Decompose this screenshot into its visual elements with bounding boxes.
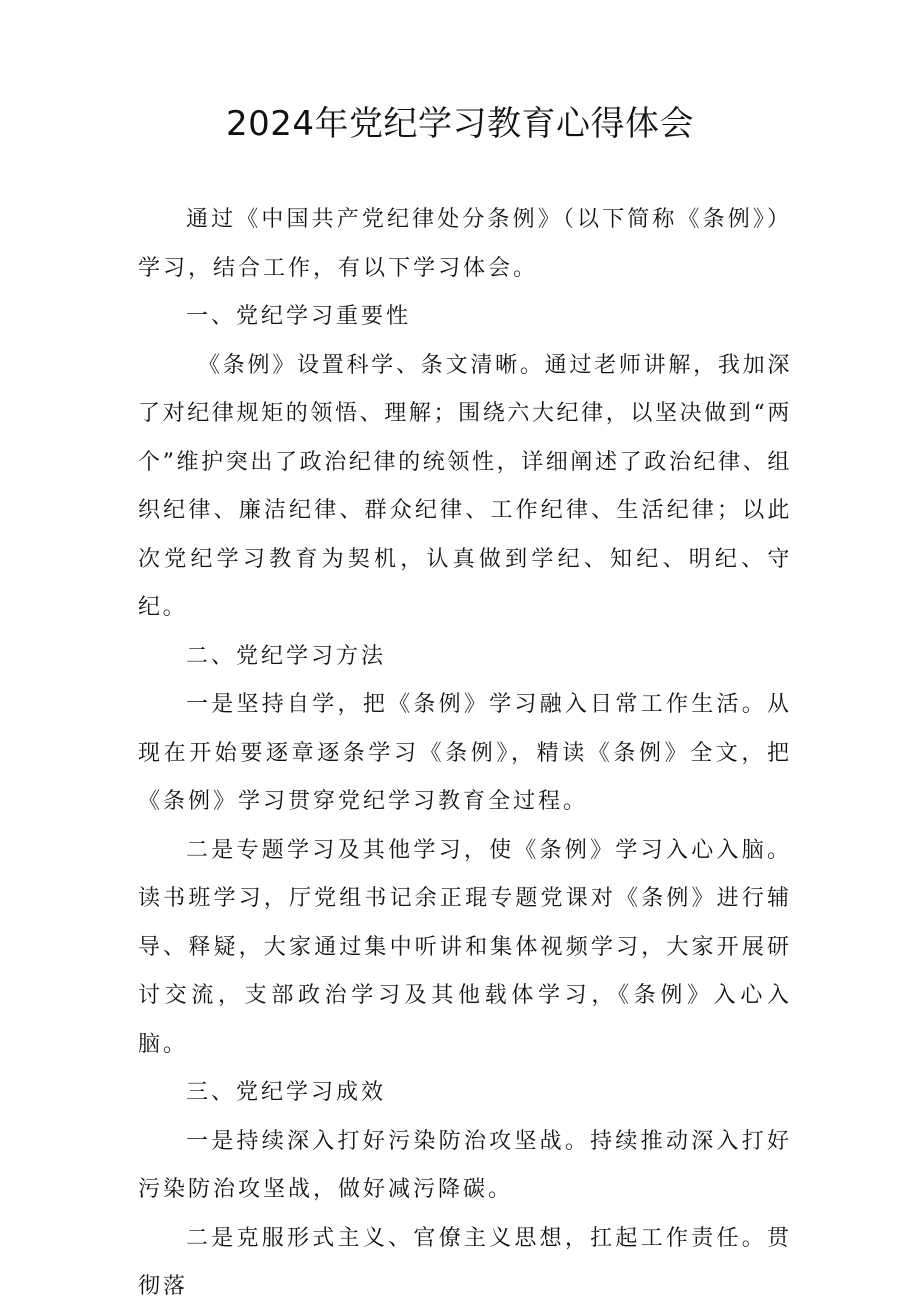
paragraph-intro: 通过《中国共产党纪律处分条例》（以下简称《条例》）学习，结合工作，有以下学习体会。 <box>138 207 792 281</box>
paragraph-importance: 《条例》设置科学、条文清晰。通过老师讲解，我加深了对纪律规矩的领悟、理解；围绕六大纪律，以坚决做到“两个”维护突出了政治纪律的统领性，详细阐述了政治纪律、组织纪律、廉洁纪律、群众纪律、工作纪律、生活纪律；以此次党纪学习教育为契机，认真做到学纪、知纪、明纪、守纪。 <box>138 352 792 620</box>
section-heading-methods: 二、党纪学习方法 <box>186 643 387 669</box>
paragraph-result-pollution: 一是持续深入打好污染防治攻坚战。持续推动深入打好污染防治攻坚战，做好减污降碳。 <box>138 1128 792 1202</box>
paragraph-result-responsibility: 二是克服形式主义、官僚主义思想，扛起工作责任。贯彻落 <box>138 1225 792 1299</box>
section-heading-results: 三、党纪学习成效 <box>186 1080 387 1105</box>
paragraph-method-special-study: 二是专题学习及其他学习，使《条例》学习入心入脑。读书班学习，厅党组书记余正琨专题党课对《条例》进行辅导、释疑，大家通过集中听讲和集体视频学习，大家开展研讨交流，支部政治学习及其他载体学习，《条例》入心入脑。 <box>138 837 792 1057</box>
document-body <box>138 196 792 1312</box>
paragraph-method-self-study: 一是坚持自学，把《条例》学习融入日常工作生活。从现在开始要逐章逐条学习《条例》，精读《条例》全文，把《条例》学习贯穿党纪学习教育全过程。 <box>138 692 792 814</box>
section-heading-importance: 一、党纪学习重要性 <box>186 304 412 329</box>
document-title: 2024年党纪学习教育心得体会 <box>225 104 695 144</box>
